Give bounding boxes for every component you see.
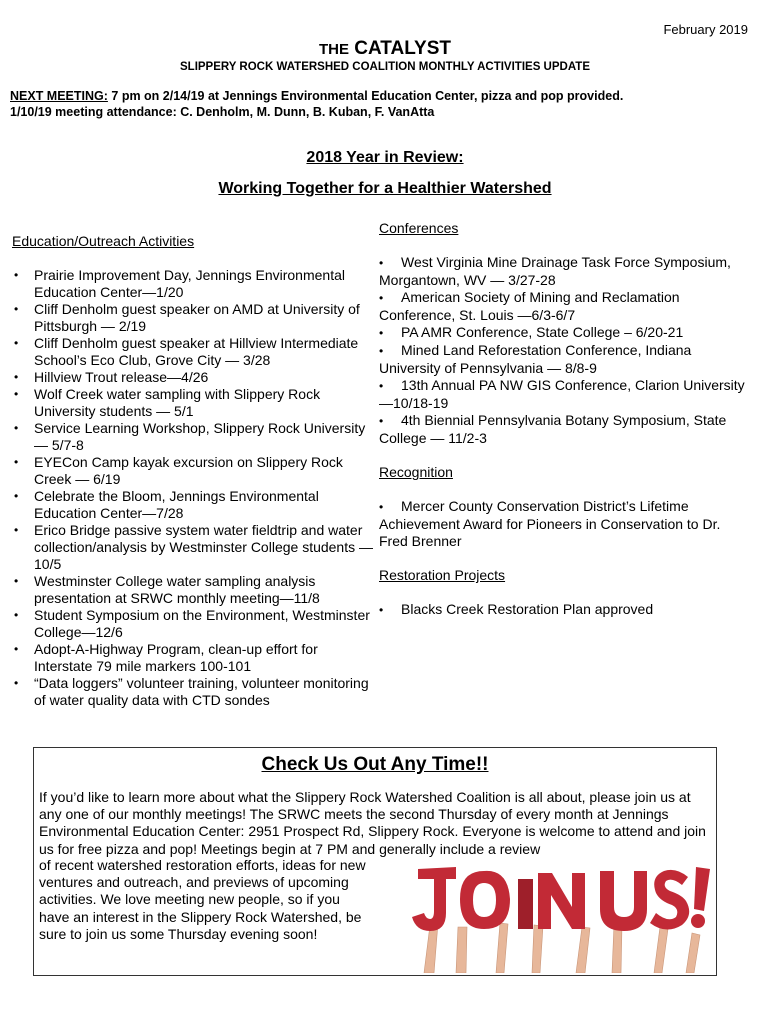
review-subheading: Working Together for a Healthier Watershed (218, 180, 552, 197)
title-the: THE (318, 41, 349, 58)
callout-title: Check Us Out Any Time!! (261, 754, 489, 775)
list-item: • Cliff Denholm guest speaker at Hillview Intermediate School’s Eco Club, Grove City — 3/28 (12, 335, 376, 369)
recognition-heading: Recognition (379, 464, 453, 480)
list-item: • Westminster College water sampling analysis presentation at SRWC monthly meeting—11/8 (12, 573, 376, 607)
list-item: • Adopt-A-Highway Program, clean-up effort for Interstate 79 mile markers 100-101 (12, 641, 376, 675)
list-item: • Service Learning Workshop, Slippery Rock University — 5/7-8 (12, 420, 376, 454)
raised-hands (424, 923, 700, 973)
next-meeting-label: NEXT MEETING: (10, 89, 108, 103)
letter-n (538, 873, 585, 929)
list-item: • Prairie Improvement Day, Jennings Environmental Education Center—1/20 (12, 267, 376, 301)
list-item: • 4th Biennial Pennsylvania Botany Symposium, State College — 11/2-3 (379, 412, 727, 446)
newsletter-subtitle: SLIPPERY ROCK WATERSHED COALITION MONTHLY ACTIVITIES UPDATE (180, 61, 590, 73)
letter-s (650, 870, 689, 930)
restoration-list (379, 601, 751, 619)
review-heading: 2018 Year in Review: (306, 149, 464, 166)
letter-i (518, 879, 533, 929)
conferences-heading: Conferences (379, 220, 459, 236)
list-item: • West Virginia Mine Drainage Task Force Symposium, Morgantown, WV — 3/27-28 (379, 254, 731, 288)
list-item: • Erico Bridge passive system water fieldtrip and water collection/analysis by Westminster College students — 10/5 (12, 522, 376, 573)
list-item: • PA AMR Conference, State College – 6/20-21 (379, 324, 684, 340)
attendance-line: 1/10/19 meeting attendance: C. Denholm, M. Dunn, B. Kuban, F. VanAtta (10, 105, 435, 119)
callout-body-continued: of recent watershed restoration efforts, ideas for new ventures and outreach, and previews of upcoming activities. We love meeting new people, so if you have an interest in the Slippery Rock Watershed, be sure to join us some Thursday evening soon! (39, 857, 366, 942)
list-item: • “Data loggers” volunteer training, volunteer monitoring of water quality data with CTD sondes (12, 675, 376, 709)
list-item: • Celebrate the Bloom, Jennings Environmental Education Center—7/28 (12, 488, 376, 522)
list-item: • Hillview Trout release—4/26 (12, 369, 376, 386)
list-item: • Mercer County Conservation District’s Lifetime Achievement Award for Pioneers in Conservation to Dr. Fred Brenner (379, 498, 721, 549)
letter-u (600, 871, 647, 931)
right-column (379, 220, 751, 619)
list-item: • Mined Land Reforestation Conference, Indiana University of Pennsylvania — 8/8-9 (379, 342, 692, 376)
list-item: • EYECon Camp kayak excursion on Slippery Rock Creek — 6/19 (12, 454, 376, 488)
callout-box (33, 747, 717, 976)
next-meeting-line (10, 88, 760, 104)
next-meeting-details: 7 pm on 2/14/19 at Jennings Environmental Education Center, pizza and pop provided. (107, 89, 624, 103)
letter-o (460, 871, 510, 929)
list-item: • Wolf Creek water sampling with Slippery Rock University students — 5/1 (12, 386, 376, 420)
conferences-list (379, 254, 751, 447)
meeting-info (10, 88, 760, 120)
recognition-list (379, 498, 751, 550)
education-list (12, 267, 376, 709)
education-heading: Education/Outreach Activities (12, 233, 195, 249)
list-item: • Blacks Creek Restoration Plan approved (379, 601, 654, 617)
letter-j (412, 867, 456, 931)
date: February 2019 (663, 22, 748, 37)
education-column (12, 233, 376, 709)
exclamation-mark (691, 867, 710, 928)
title-name: CATALYST (354, 38, 452, 59)
newsletter-title (0, 38, 770, 60)
list-item: • Cliff Denholm guest speaker on AMD at University of Pittsburgh — 2/19 (12, 301, 376, 335)
list-item: • 13th Annual PA NW GIS Conference, Clarion University—10/18-19 (379, 377, 745, 411)
restoration-heading: Restoration Projects (379, 567, 506, 583)
callout-body: If you’d like to learn more about what the Slippery Rock Watershed Coalition is all about, please join us at any one of our monthly meetings! The SRWC meets the second Thursday of every month at Jennings Environmental Education Center: 2951 Prospect Rd, Slippery Rock. Everyone is welcome to attend and join us for free pizza and pop! Meetings begin at 7 PM and generally include a review (39, 789, 706, 857)
list-item: • Student Symposium on the Environment, Westminster College—12/6 (12, 607, 376, 641)
list-item: • American Society of Mining and Reclamation Conference, St. Louis —6/3-6/7 (379, 289, 680, 323)
join-us-image (404, 861, 714, 973)
